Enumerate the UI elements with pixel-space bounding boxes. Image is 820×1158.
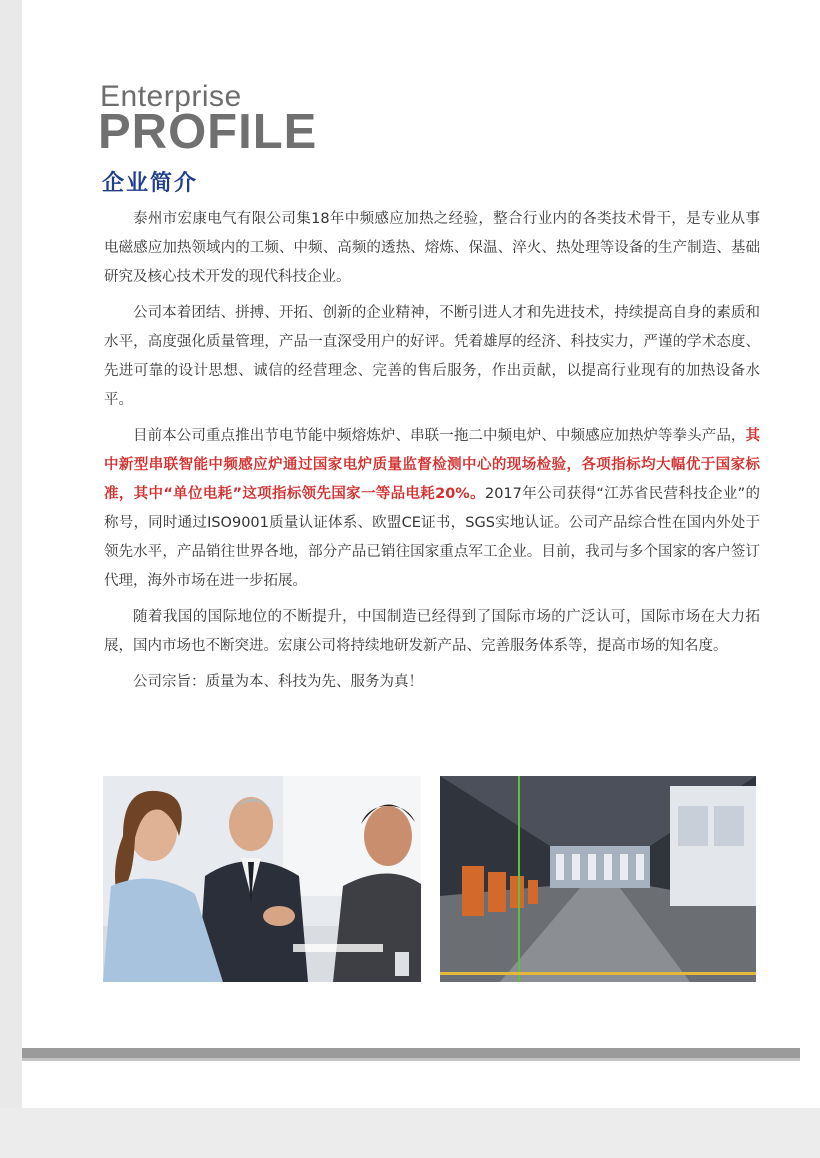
paragraph-3-highlight: 其中新型串联智能中频感应炉通过国家电炉质量监督检测中心的现场检验，各项指标均大幅优于国家标准，其中“单位电耗”这项指标领先国家一等品电耗20%。 <box>104 428 760 502</box>
paragraph-3-intro: 目前本公司重点推出节电节能中频熔炼炉、串联一拖二中频电炉、中频感应加热炉等拳头产品， <box>133 428 746 444</box>
business-meeting-photo <box>103 776 421 982</box>
brochure-page <box>22 0 800 1108</box>
paragraph-1: 泰州市宏康电气有限公司集18年中频感应加热之经验，整合行业内的各类技术骨干，是专业从事电磁感应加热领域内的工频、中频、高频的透热、熔炼、保温、淬火、热处理等设备的生产制造、基础研究及核心技术开发的现代科技企业。 <box>104 211 760 285</box>
page-edge <box>800 0 820 1158</box>
paragraph-4: 随着我国的国际地位的不断提升，中国制造已经得到了国际市场的广泛认可，国际市场在大力拓展，国内市场也不断突进。宏康公司将持续地研发新产品、完善服务体系等，提高市场的知名度。 <box>104 609 760 654</box>
footer-bar-shadow <box>22 1058 800 1061</box>
footer-bar <box>22 1048 800 1058</box>
paragraph-3 <box>104 422 760 596</box>
factory-hall-photo <box>440 776 756 982</box>
factory-hall-illustration <box>440 776 756 982</box>
paragraph-5: 公司宗旨：质量为本、科技为先、服务为真！ <box>133 674 423 690</box>
paragraph-3-rest: 2017年公司获得“江苏省民营科技企业”的称号，同时通过ISO9001质量认证体系、欧盟CE证书，SGS实地认证。公司产品综合性在国内外处于领先水平，产品销往世界各地，部分产品已销往国家重点军工企业。目前，我司与多个国家的客户签订代理，海外市场在进一步拓展。 <box>104 486 760 589</box>
paragraph-2: 公司本着团结、拼搏、开拓、创新的企业精神，不断引进人才和先进技术，持续提高自身的素质和水平，高度强化质量管理，产品一直深受用户的好评。凭着雄厚的经济、科技实力，严谨的学术态度、先进可靠的设计思想、诚信的经营理念、完善的售后服务，作出贡献，以提高行业现有的加热设备水平。 <box>104 305 760 408</box>
scan-margin <box>0 1108 820 1158</box>
title-enterprise: Enterprise <box>100 80 242 113</box>
title-chinese: 企业简介 <box>102 171 199 196</box>
title-profile: PROFILE <box>98 105 318 159</box>
business-meeting-illustration <box>103 776 421 982</box>
profile-body <box>104 205 760 704</box>
